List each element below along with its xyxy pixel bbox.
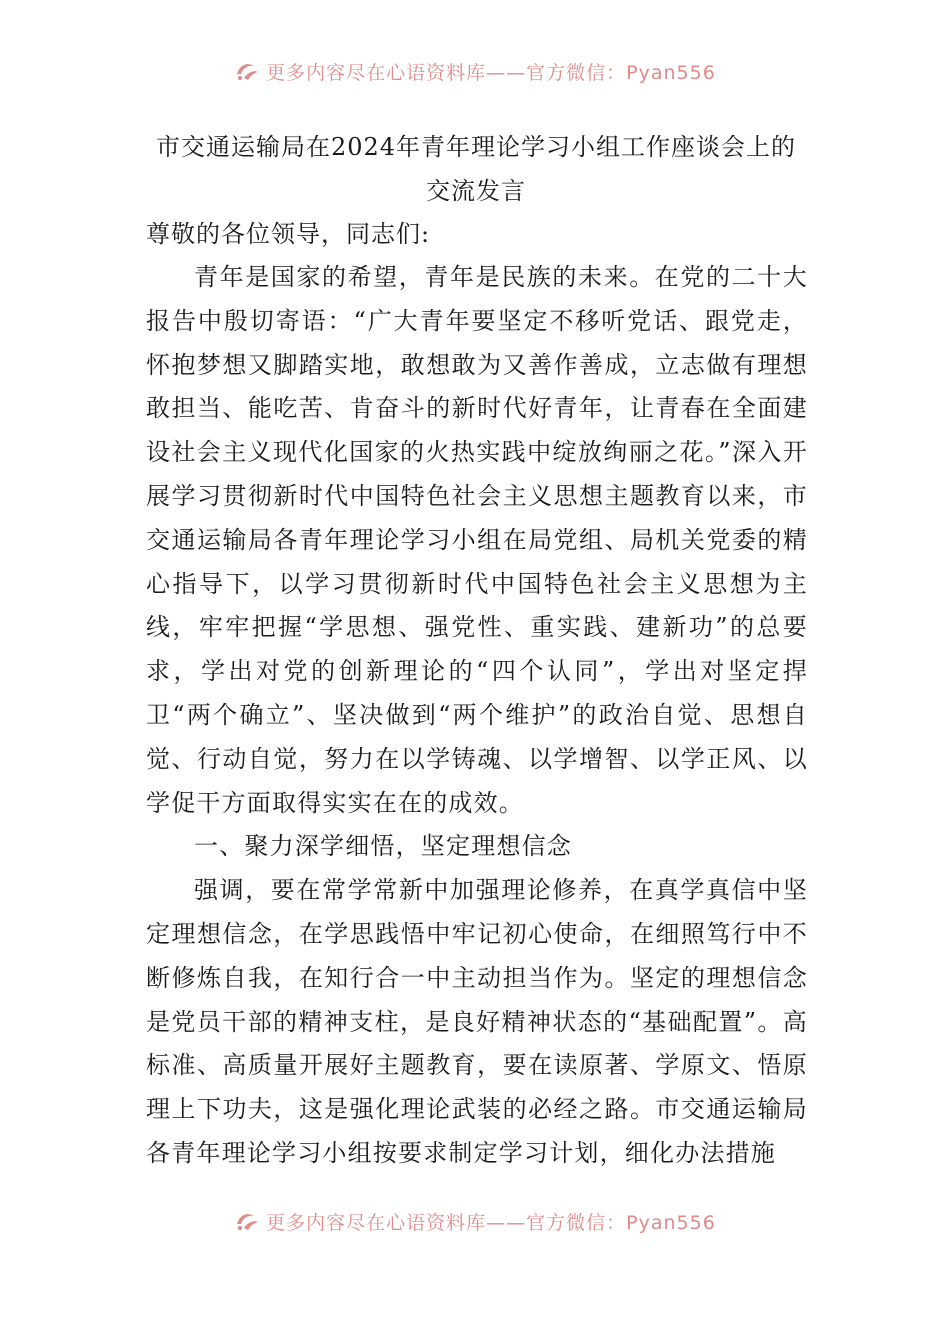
watermark-text: 更多内容尽在心语资料库——官方微信：Pyan556 xyxy=(266,61,716,84)
paragraph-section-one: 强调，要在常学常新中加强理论修养，在真学真信中坚定理想信念，在学思践悟中牢记初心使命，在细照笃行中不断修炼自我，在知行合一中主动担当作为。坚定的理想信念是党员干部的精神支柱，是良好精神状态的“基础配置”。高标准、高质量开展好主题教育，要在读原著、学原文、悟原理上下功夫，这是强化理论武装的必经之路。市交通运输局各青年理论学习小组按要求制定学习计划，细化办法措施 xyxy=(146,876,808,1167)
document-title: 市交通运输局在2024年青年理论学习小组工作座谈会上的交流发言 xyxy=(155,133,797,205)
paragraph-intro: 青年是国家的希望，青年是民族的未来。在党的二十大报告中殷切寄语：“广大青年要坚定不移听党话、跟党走，怀抱梦想又脚踏实地，敢想敢为又善作善成，立志做有理想敢担当、能吃苦、肯奋斗的新时代好青年，让青春在全面建设社会主义现代化国家的火热实践中绽放绚丽之花。”深入开展学习贯彻新时代中国特色社会主义思想主题教育以来，市交通运输局各青年理论学习小组在局党组、局机关党委的精心指导下，以学习贯彻新时代中国特色社会主义思想为主线，牢牢把握“学思想、强党性、重实践、建新功”的总要求，学出对党的创新理论的“四个认同”，学出对坚定捍卫“两个确立”、坚决做到“两个维护”的政治自觉、思想自觉、行动自觉，努力在以学铸魂、以学增智、以学正风、以学促干方面取得实实在在的成效。 xyxy=(146,263,808,817)
section-heading: 一、聚力深学细悟，坚定理想信念 xyxy=(194,832,572,861)
logo-icon xyxy=(234,60,260,82)
watermark-text: 更多内容尽在心语资料库——官方微信：Pyan556 xyxy=(266,1211,716,1234)
logo-icon xyxy=(234,1210,260,1232)
watermark-bottom xyxy=(0,1206,950,1236)
watermark-top xyxy=(0,56,950,86)
document-body xyxy=(146,256,808,1176)
salutation: 尊敬的各位领导，同志们: xyxy=(146,220,431,248)
